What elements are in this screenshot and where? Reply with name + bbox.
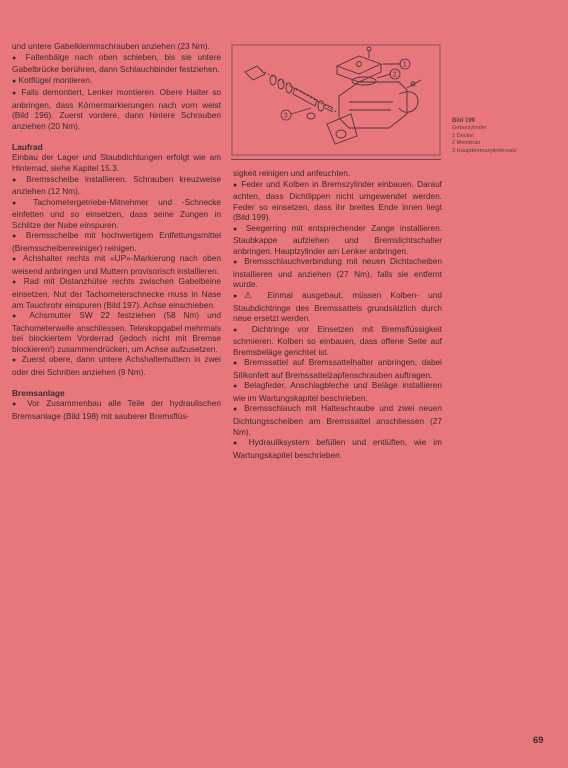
master-cylinder-figure (231, 44, 441, 156)
bullet-icon: ● (233, 259, 240, 267)
figure-divider (231, 159, 441, 160)
bullet-text: Einmal ausgebaut, müssen Kolben- und Staubdichtringe des Bremssattels grundsätzlich durch neue ersetzt werden. (233, 290, 442, 324)
bullet-text: Bremsschlauchverbindung mit neuen Dichtscheiben installieren und anziehen (27 Nm), falls sie entfernt wurde. (233, 256, 442, 290)
warning-icon: ⚠ (244, 290, 259, 301)
section-heading-bremsanlage: Bremsanlage (12, 387, 65, 398)
bullet-item (12, 310, 221, 354)
bullet-text: Belagfeder, Anschlagbleche und Beläge installieren wie im Wartungskapitel beschrieben. (233, 380, 442, 403)
bullet-text: Bremsschlauch mit Halteschraube und zwei neuen Dichtungsscheiben am Bremssattel anschliessen (27 Nm). (233, 403, 442, 437)
bullet-item (12, 75, 221, 88)
bullet-text: Vor Zusammenbau alle Teile der hydraulischen Bremsanlage (Bild 198) mit sauberer Bremsflüs- (12, 398, 221, 421)
bullet-text: Seegerring mit entsprechender Zange installieren. Staubkappe aufziehen und Bremslichtschalter anbringen. Hauptzylinder am Lenker anbringen. (233, 222, 443, 256)
bullet-icon: ● (233, 181, 239, 189)
bullet-item (12, 230, 221, 253)
left-column (12, 41, 221, 422)
bullet-text: Bremsscheibe mit hochwertigem Entfettungsmittel (Bremsscheibenreiniger) reinigen. (12, 230, 221, 253)
bullet-text: Faltenbälge nach oben schieben, bis sie untere Gabelbrücke berühren, dann Schlauchbinder festziehen. (12, 51, 221, 75)
bullet-icon: ● (233, 440, 242, 448)
bullet-icon: ● (12, 77, 17, 85)
bullet-item (12, 197, 221, 231)
section-heading-laufrad: Laufrad (12, 141, 43, 152)
bullet-item (12, 398, 221, 421)
bullet-text: Achshalter rechts mit «UP»-Markierung nach oben weisend anbringen und Muttern provisorisch installieren. (12, 253, 221, 276)
bullet-item (233, 380, 442, 403)
caption-line: 1 Deckel (452, 132, 474, 139)
bullet-icon: ● (233, 225, 241, 233)
caption-title: Bild 199 (452, 118, 476, 124)
bullet-item (233, 324, 442, 358)
paragraph: Einbau der Lager und Staubdichtungen erfolgt wie am Hinterrad, siehe Kapitel 15.3. (12, 152, 221, 173)
bullet-icon: ● (12, 90, 18, 98)
bullet-text: Achsmutter SW 22 festziehen (58 Nm) und Tachometerwelle anschliessen. Teleskopgabel mehrmals bei blockiertem Vorderrad (jedoch nicht mit Bremse blockieren!) zusammendrücken, um Achse aufzusetzen. (12, 310, 221, 354)
bullet-icon: ● (12, 313, 22, 321)
exploded-view-drawing (231, 44, 441, 156)
bullet-icon: ● (233, 383, 240, 391)
bullet-text: Rad mit Distanzhülse rechts zwischen Gabelbeine einsetzen. Nut der Tachometerschnecke muss in Nase am Tauchrohr einspuren (Bild 197). Achse einschieben. (12, 276, 221, 310)
bullet-icon: ● (12, 279, 19, 287)
bullet-item (12, 354, 221, 377)
bullet-icon: ● (12, 401, 21, 409)
bullet-text: Bremssattel auf Bremssattelhalter anbringen, dabei Silikonfett auf Bremssattelzapfenschrauben auftragen. (233, 357, 443, 380)
bullet-item (233, 357, 442, 380)
callout-2: 2 (392, 71, 397, 79)
bullet-text: Feder und Kolben in Bremszylinder einbauen. Darauf achten, dass Dichtlippen nicht umgewendet werden. Feder so einsetzen, dass ihr breites Ende innen liegt (Bild 199). (233, 178, 442, 223)
bullet-item (12, 276, 221, 310)
bullet-text: Bremsscheibe installieren. Schrauben kreuzweise anziehen (12 Nm). (12, 173, 221, 197)
bullet-item (12, 52, 221, 75)
bullet-icon: ● (233, 406, 240, 414)
bullet-icon: ● (12, 199, 24, 207)
bullet-icon: ● (12, 176, 21, 184)
caption-line: Geberzylinder (452, 125, 487, 132)
caption-line: 2 Membran (452, 140, 481, 147)
paragraph: sigkeit reinigen und anfeuchten. (233, 168, 351, 178)
bullet-icon: ● (12, 54, 20, 62)
bullet-item (233, 179, 442, 223)
bullet-icon: ● (12, 233, 20, 241)
bullet-icon: ● (12, 256, 19, 264)
bullet-icon: ● (12, 357, 18, 365)
bullet-item (12, 87, 221, 131)
bullet-text: Dichtringe vor Einsetzen mit Bremsflüssigkeit schmieren. Kolben so einbauen, dass offene Seite auf Bremsbeläge gerichtet ist. (233, 323, 442, 357)
paragraph: und untere Gabelklemmschrauben anziehen (23 Nm). (12, 41, 210, 51)
bullet-item (233, 403, 442, 437)
figure-caption (452, 118, 552, 155)
bullet-item (233, 290, 442, 324)
bullet-item (12, 174, 221, 197)
caption-line: 3 Hauptbremszylindersatz (452, 147, 517, 154)
callout-1: 1 (402, 61, 407, 69)
callout-3: 3 (283, 112, 288, 120)
bullet-item (233, 223, 442, 257)
bullet-text: Kotflügel montieren. (18, 74, 93, 85)
bullet-item (233, 256, 442, 290)
bullet-item (233, 437, 442, 460)
right-column (233, 168, 442, 460)
bullet-text: Zuerst obere, dann untere Achshaltemuttern in zwei oder drei Schritten anziehen (9 Nm). (12, 354, 222, 377)
bullet-text: Falls demontiert, Lenker montieren. Obere Halter so anbringen, dass Körnermarkierungen nach vorn weist (Bild 196). Zuerst vordere, dann hintere Schrauben anziehen (20 Nm). (12, 87, 222, 131)
page-number: 69 (533, 735, 544, 746)
bullet-icon: ● (233, 360, 240, 368)
bullet-item (12, 253, 221, 276)
bullet-text: Hydrauliksystem befüllen und entlüften, wie im Wartungskapitel beschrieben. (233, 437, 442, 460)
bullet-icon: ● (233, 326, 244, 334)
bullet-icon: ● (233, 293, 245, 301)
bullet-text: Tachometergetriebe-Mitnehmer und -Schnecke einfetten und so einsetzen, dass seine Zungen in Schlitze der Nabe einspuren. (12, 196, 222, 230)
